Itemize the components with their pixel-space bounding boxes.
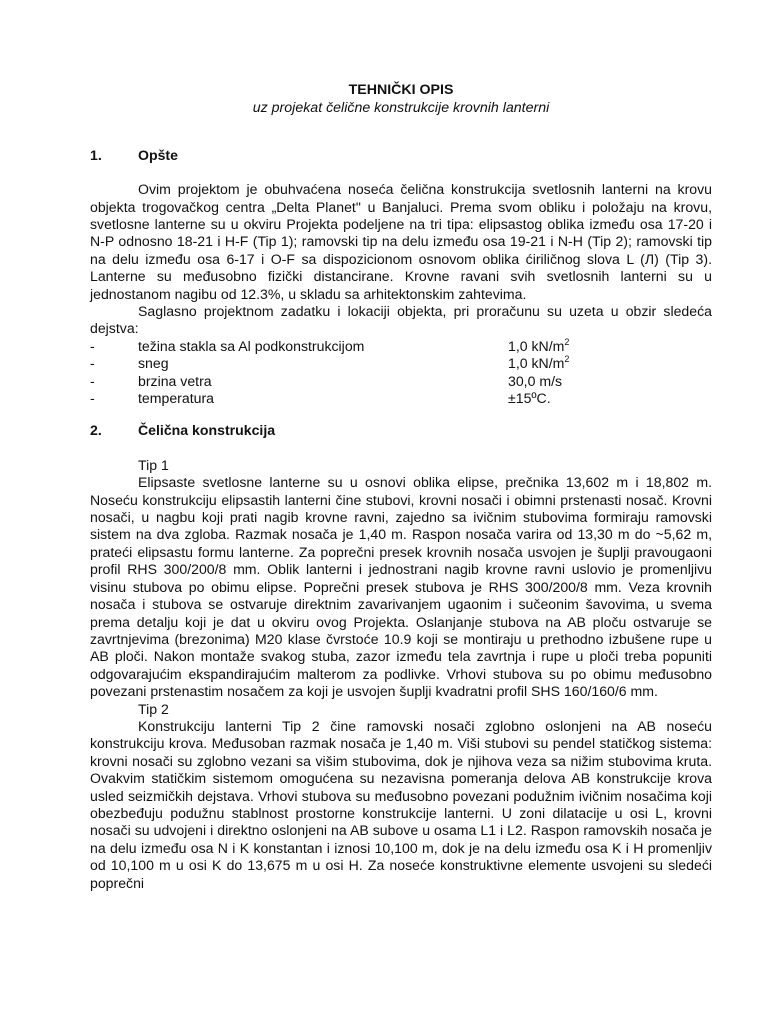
load-dash: -	[90, 337, 95, 354]
load-item	[90, 373, 712, 390]
section-1-paragraph-2: Saglasno projektnom zadatku i lokaciji objekta, pri proračunu su uzeta u obzir sledeća dejstva:	[90, 303, 712, 337]
document-title: TEHNIČKI OPIS	[348, 82, 454, 98]
section-2-title: Čelična konstrukcija	[138, 422, 276, 439]
load-dash: -	[90, 372, 95, 389]
tip-1-label: Tip 1	[138, 456, 169, 473]
load-value: 30,0 m/s	[508, 372, 563, 389]
section-1-title: Opšte	[138, 146, 178, 163]
section-2-number: 2.	[90, 422, 102, 439]
load-dash: -	[90, 355, 95, 372]
load-item	[90, 338, 712, 355]
load-item	[90, 390, 712, 407]
tip-2-paragraph: Konstrukciju lanterni Tip 2 čine ramovski nosači zglobno oslonjeni na AB noseću konstrukciju krova. Međusoban razmak nosača je 1,40 m. Viši stubovi su pendel statičkog sistema: krovni nosači su zglobno vezani sa višim stubovima, dok je njihova veza sa nižim stubovima kruta. Ovakvim statičkim sistemom omogućena su nezavisna pomeranja delova AB konstrukcije krova usled seizmičkih dejstava. Vrhovi stubova su međusobno povezani podužnim ivičnim nosačima koji obezbeđuju podužnu stablnost prostorne konstrukcije lanterni. U zoni dilatacije u osi L, krovni nosači su udvojeni i direktno oslonjeni na AB subove u osama L1 i L2. Raspon ramovskih nosača je na delu između osa N i K konstantan i iznosi 10,100 m, dok je na delu između osa K i H promenljiv od 10,100 m u osi K do 13,675 m u osi H. Za noseće konstruktivne elemente usvojeni su sledeći poprečni	[90, 717, 712, 891]
load-value: 1,0 $kN/m^2$	[508, 354, 570, 372]
document-page	[90, 80, 712, 892]
section-2-heading	[90, 422, 712, 439]
load-name: sneg	[138, 355, 169, 372]
document-subtitle: uz projekat čelične konstrukcije krovnih lanterni	[252, 100, 550, 117]
load-value: 1,0 $kN/m^2$	[508, 336, 570, 354]
tip-1-paragraph: Elipsaste svetlosne lanterne su u osnovi oblika elipse, prečnika 13,602 m i 18,802 m. Noseću konstrukciju elipsastih lanterni čine stubovi, krovni nosači i obimni prstenasti nosač. Krovni nosači, u nagbu koji prati nagib krovne ravni, zajedno sa ivičnim stubovima formiraju ramovski sistem na dva zgloba. Razmak nosača je 1,40 m. Raspon nosača varira od 13,30 m do ~5,62 m, prateći elipsastu formu lanterne. Za poprečni presek krovnih nosača usvojen je šuplji pravougaoni profil RHS 300/200/8 mm. Oblik lanterni i jednostrani nagib krovne ravni uslovio je promenljivu visinu stubova po obimu elipse. Poprečni presek stubova je RHS 300/200/8 mm. Veza krovnih nosača i stubova se ostvaruje direktnim zavarivanjem ugaonim i sučeonim šavovima, u svema prema detalju koji je dat u okviru ovog Projekta. Oslanjanje stubova na AB ploču ostvaruje se zavrtnjevima (brezonima) M20 klase čvrstoće 10.9 koji se montiraju u prethodno izbušene rupe u AB ploči. Nakon montaže svakog stuba, zazor između tela zavrtnja i rupe u ploči treba popuniti odgovarajućim ekspandirajućim malterom za podlivke. Vrhovi stubova su po obimu međusobno povezani prstenastim nosačem za koji je usvojen šuplji kvadratni profil SHS 160/160/6 mm.	[90, 474, 712, 700]
section-1-paragraph-1: Ovim projektom je obuhvaćena noseća čelična konstrukcija svetlosnih lanterni na krovu objekta trogovačkog centra „Delta Planet" u Banjaluci. Prema svom obliku i položaju na krovu, svetlosne lanterne su u okviru Projekta podeljene na tri tipa: elipsastog oblika između osa 17-20 i N-P odnosno 18-21 i H-F (Tip 1); ramovski tip na delu između osa 19-21 i N-H (Tip 2); ramovski tip na delu između osa 6-17 i O-F sa dispozicionom osnovom oblika ćiriličnog slova L (Л) (Tip 3). Lanterne su međusobno fizički distancirane. Krovne ravani svih svetlosnih lanterni su u jednostanom nagibu od 12.3%, u skladu sa arhitektonskim zahtevima.	[90, 181, 712, 302]
tip-2-label: Tip 2	[138, 700, 169, 717]
load-dash: -	[90, 390, 95, 407]
section-1-heading	[90, 147, 712, 164]
load-list	[90, 338, 712, 408]
load-name: težina stakla sa Al podkonstrukcijom	[138, 337, 365, 354]
load-value: ±15ºC.	[508, 390, 551, 407]
load-item	[90, 355, 712, 372]
load-name: brzina vetra	[138, 372, 212, 389]
section-1-number: 1.	[90, 146, 102, 163]
load-name: temperatura	[138, 390, 214, 407]
